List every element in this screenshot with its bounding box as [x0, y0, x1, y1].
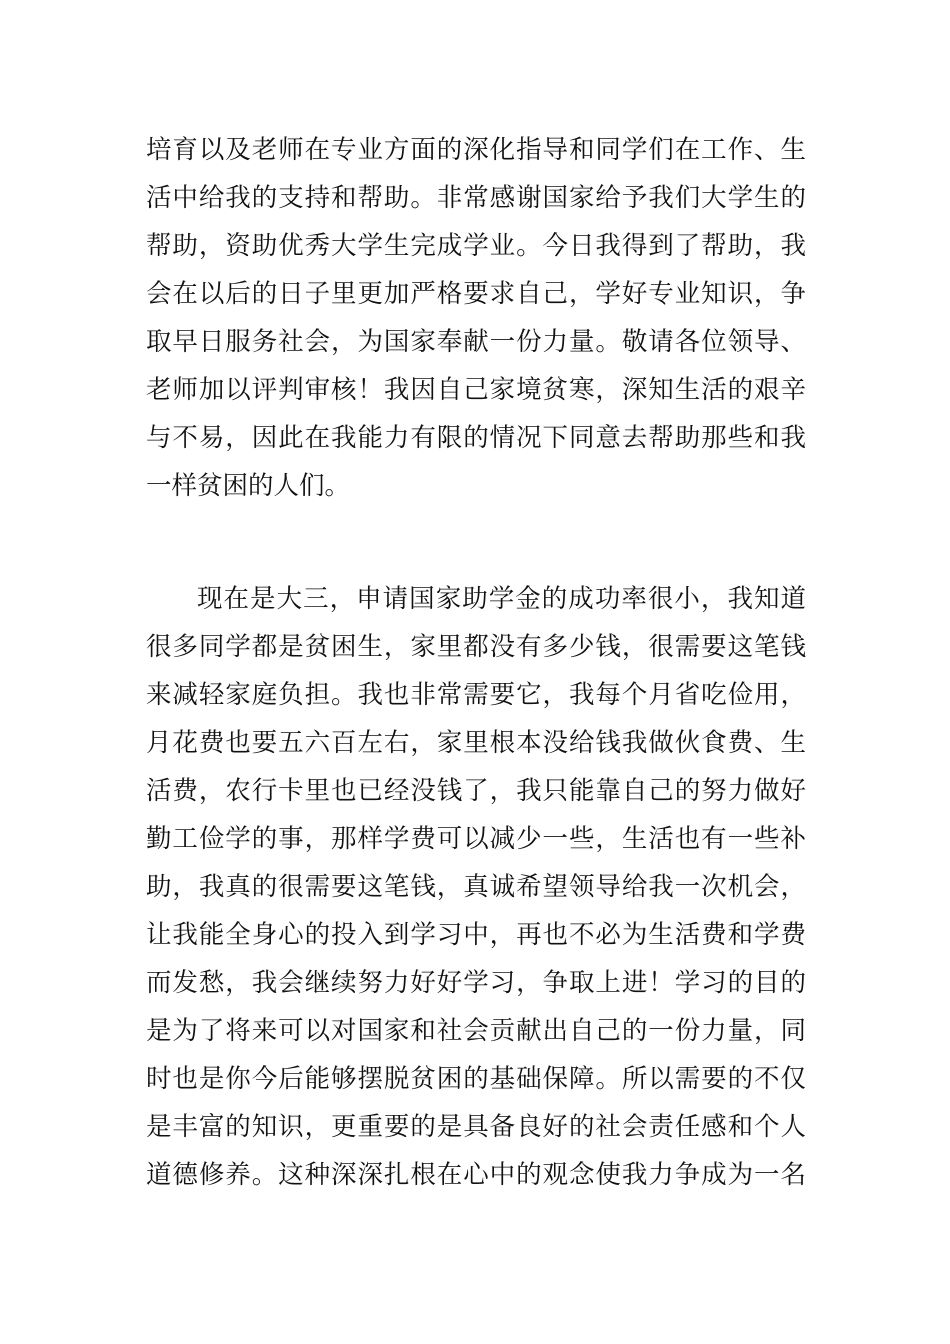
text-line: 来减轻家庭负担。我也非常需要它，我每个月省吃俭用，: [146, 680, 806, 710]
text-line: 与不易，因此在我能力有限的情况下同意去帮助那些和我: [146, 423, 806, 453]
text-line: 而发愁，我会继续努力好好学习，争取上进！学习的目的: [146, 968, 806, 998]
text-line: 时也是你今后能够摆脱贫困的基础保障。所以需要的不仅: [146, 1064, 806, 1094]
text-line: 是为了将来可以对国家和社会贡献出自己的一份力量，同: [146, 1016, 806, 1046]
text-line: 是丰富的知识，更重要的是具备良好的社会责任感和个人: [146, 1112, 806, 1142]
text-line: 活费，农行卡里也已经没钱了，我只能靠自己的努力做好: [146, 776, 806, 806]
text-line: 现在是大三，申请国家助学金的成功率很小，我知道: [197, 584, 806, 614]
text-line: 取早日服务社会，为国家奉献一份力量。敬请各位领导、: [146, 327, 806, 357]
text-line: 帮助，资助优秀大学生完成学业。今日我得到了帮助，我: [146, 231, 806, 261]
text-line: 培育以及老师在专业方面的深化指导和同学们在工作、生: [146, 135, 806, 165]
text-line: 道德修养。这种深深扎根在心中的观念使我力争成为一名: [146, 1160, 806, 1190]
text-line: 助，我真的很需要这笔钱，真诚希望领导给我一次机会，: [146, 872, 806, 902]
text-line: 会在以后的日子里更加严格要求自己，学好专业知识，争: [146, 279, 806, 309]
text-line: 一样贫困的人们。: [146, 471, 351, 501]
text-line: 老师加以评判审核！我因自己家境贫寒，深知生活的艰辛: [146, 375, 806, 405]
text-line: 月花费也要五六百左右，家里根本没给钱我做伙食费、生: [146, 728, 806, 758]
text-line: 很多同学都是贫困生，家里都没有多少钱，很需要这笔钱: [146, 632, 806, 662]
text-line: 勤工俭学的事，那样学费可以减少一些，生活也有一些补: [146, 824, 806, 854]
text-line: 让我能全身心的投入到学习中，再也不必为生活费和学费: [146, 920, 806, 950]
text-line: 活中给我的支持和帮助。非常感谢国家给予我们大学生的: [146, 183, 806, 213]
